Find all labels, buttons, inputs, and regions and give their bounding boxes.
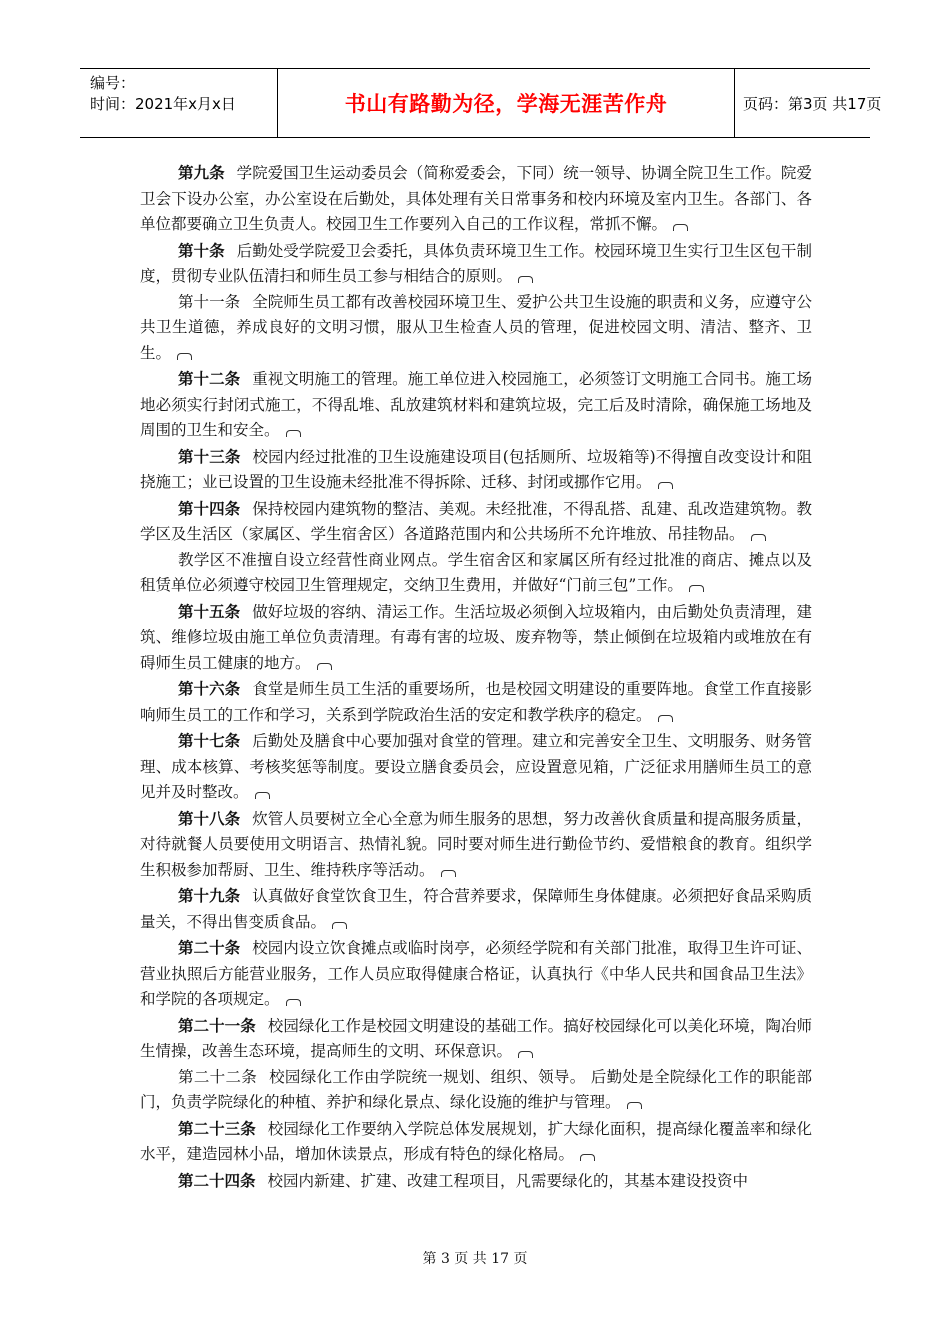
article-number: 第二十条 [178, 938, 241, 957]
paragraph-mark-icon [627, 1102, 642, 1109]
paragraph-mark-icon [286, 430, 301, 437]
article-number: 第二十四条 [178, 1170, 256, 1190]
article-paragraph [140, 806, 812, 884]
article-text: 后勤处受学院爱卫会委托，具体负责环境卫生工作。校园环境卫生实行卫生区包干制度，贯彻专业队伍清扫和师生员工参与相结合的原则。 [140, 241, 812, 285]
article-text: 重视文明施工的管理。施工单位进入校园施工，必须签订文明施工合同书。施工场地必须实行封闭式施工，不得乱堆、乱放建筑材料和建筑垃圾，完工后及时清除，确保施工场地及周围的卫生和安全。 [140, 370, 812, 439]
article-text: 校园内经过批准的卫生设施建设项目(包括厕所、垃圾箱等)不得擅自改变设计和阻挠施工；业已设置的卫生设施未经批准不得拆除、迁移、封闭或挪作它用。 [140, 447, 812, 491]
article-number: 第十六条 [178, 679, 241, 698]
article-text: 保持校园内建筑物的整洁、美观。未经批准，不得乱搭、乱建、乱改造建筑物。教学区及生活区（家属区、学生宿舍区）各道路范围内和公共场所不允许堆放、吊挂物品。 [140, 499, 812, 543]
article-paragraph [140, 496, 812, 548]
article-text: 认真做好食堂饮食卫生，符合营养要求，保障师生身体健康。必须把好食品采购质量关，不得出售变质食品。 [140, 887, 812, 931]
paragraph-mark-icon [255, 792, 270, 799]
paragraph-mark-icon [658, 482, 673, 489]
article-text: 校园绿化工作由学院统一规划、组织、领导。 后勤处是全院绿化工作的职能部门，负责学院绿化的种植、养护和绿化景点、绿化设施的维护与管理。 [140, 1067, 812, 1111]
header-motto-cell [278, 69, 735, 137]
article-number: 第十一条 [178, 292, 241, 311]
paragraph-mark-icon [751, 534, 766, 541]
article-text: 校园内设立饮食摊点或临时岗亭，必须经学院和有关部门批准，取得卫生许可证、营业执照后方能营业服务，工作人员应取得健康合格证，认真执行《中华人民共和国食品卫生法》和学院的各项规定。 [140, 939, 812, 1008]
article-paragraph [140, 728, 812, 806]
article-number: 第十八条 [178, 808, 241, 828]
article-number: 第十二条 [178, 369, 241, 388]
paragraph-mark-icon [286, 999, 301, 1006]
article-paragraph [140, 676, 812, 728]
article-text: 校园绿化工作要纳入学院总体发展规划，扩大绿化面积，提高绿化覆盖率和绿化水平，建造园林小品，增加休读景点，形成有特色的绿化格局。 [140, 1119, 812, 1163]
number-label: 编号： [90, 74, 136, 92]
paragraph-mark-icon [689, 585, 704, 592]
article-paragraph [140, 1168, 812, 1195]
paragraph-mark-icon [177, 353, 192, 360]
article-text: 全院师生员工都有改善校园环境卫生、爱护公共卫生设施的职责和义务，应遵守公共卫生道德，养成良好的文明习惯，服从卫生检查人员的管理，促进校园文明、清洁、整齐、卫生。 [140, 292, 812, 362]
article-paragraph [140, 1116, 812, 1168]
page-label: 页码：第3页 共17页 [743, 94, 882, 113]
article-paragraph [140, 599, 812, 677]
paragraph-mark-icon [317, 663, 332, 670]
article-paragraph [140, 290, 812, 367]
article-number: 第十三条 [178, 446, 241, 466]
article-number: 第十条 [178, 240, 225, 260]
paragraph-mark-icon [658, 715, 673, 722]
article-paragraph [140, 1065, 812, 1116]
document-body [140, 160, 812, 1194]
article-number: 第九条 [178, 163, 225, 182]
paragraph-mark-icon [518, 1051, 533, 1058]
article-text: 校园内新建、扩建、改建工程项目，凡需要绿化的，其基本建设投资中 [267, 1171, 749, 1190]
article-number: 第十九条 [178, 886, 241, 905]
article-number: 第二十二条 [178, 1067, 258, 1086]
article-text: 校园绿化工作是校园文明建设的基础工作。搞好校园绿化可以美化环境，陶冶师生情操，改善生态环境，提高师生的文明、环保意识。 [140, 1016, 812, 1060]
article-text: 炊管人员要树立全心全意为师生服务的思想，努力改善伙食质量和提高服务质量，对待就餐人员要使用文明语言、热情礼貌。同时要对师生进行勤俭节约、爱惜粮食的教育。组织学生积极参加帮厨、卫生、维持秩序等活动。 [140, 809, 812, 879]
article-text: 做好垃圾的容纳、清运工作。生活垃圾必须倒入垃圾箱内，由后勤处负责清理，建筑、维修垃圾由施工单位负责清理。有毒有害的垃圾、废弃物等，禁止倾倒在垃圾箱内或堆放在有碍师生员工健康的地方。 [140, 602, 812, 672]
page-footer: 第 3 页 共 17 页 [422, 1251, 528, 1267]
paragraph-mark-icon [580, 1154, 595, 1161]
article-text: 学院爱国卫生运动委员会（简称爱委会，下同）统一领导、协调全院卫生工作。院爱卫会下设办公室，办公室设在后勤处，具体处理有关日常事务和校内环境及室内卫生。各部门、各单位都要确立卫生负责人。校园卫生工作要列入自己的工作议程，常抓不懈。 [140, 164, 812, 233]
article-number: 第十四条 [178, 498, 241, 518]
header-meta [80, 69, 278, 137]
article-number: 第二十三条 [178, 1118, 256, 1138]
article-text: 后勤处及膳食中心要加强对食堂的管理。建立和完善安全卫生、文明服务、财务管理、成本核算、考核奖惩等制度。要设立膳食委员会，应设置意见箱，广泛征求用膳师生员工的意见并及时整改。 [140, 732, 812, 801]
article-number: 第十七条 [178, 731, 241, 750]
paragraph-mark-icon [673, 224, 688, 231]
article-text: 教学区不准擅自设立经营性商业网点。学生宿舍区和家属区所有经过批准的商店、摊点以及租赁单位必须遵守校园卫生管理规定，交纳卫生费用，并做好“门前三包”工作。 [140, 550, 812, 594]
paragraph-mark-icon [332, 922, 347, 929]
header-table [80, 68, 882, 138]
article-paragraph [140, 1013, 812, 1065]
article-paragraph [140, 883, 812, 935]
article-text: 食堂是师生员工生活的重要场所，也是校园文明建设的重要阵地。食堂工作直接影响师生员工的工作和学习，关系到学院政治生活的安定和教学秩序的稳定。 [140, 680, 812, 724]
paragraph-mark-icon [441, 870, 456, 877]
article-paragraph [140, 160, 812, 238]
article-paragraph [140, 444, 812, 496]
paragraph-mark-icon [518, 276, 533, 283]
article-paragraph [140, 935, 812, 1013]
article-paragraph [140, 366, 812, 444]
header-page-cell [735, 69, 882, 137]
article-number: 第十五条 [178, 601, 241, 621]
motto-text: 书山有路勤为径，学海无涯苦作舟 [344, 92, 668, 116]
article-paragraph [140, 238, 812, 290]
article-paragraph [140, 548, 812, 599]
time-label: 时间：2021年x月x日 [90, 95, 236, 113]
article-number: 第二十一条 [178, 1015, 256, 1035]
